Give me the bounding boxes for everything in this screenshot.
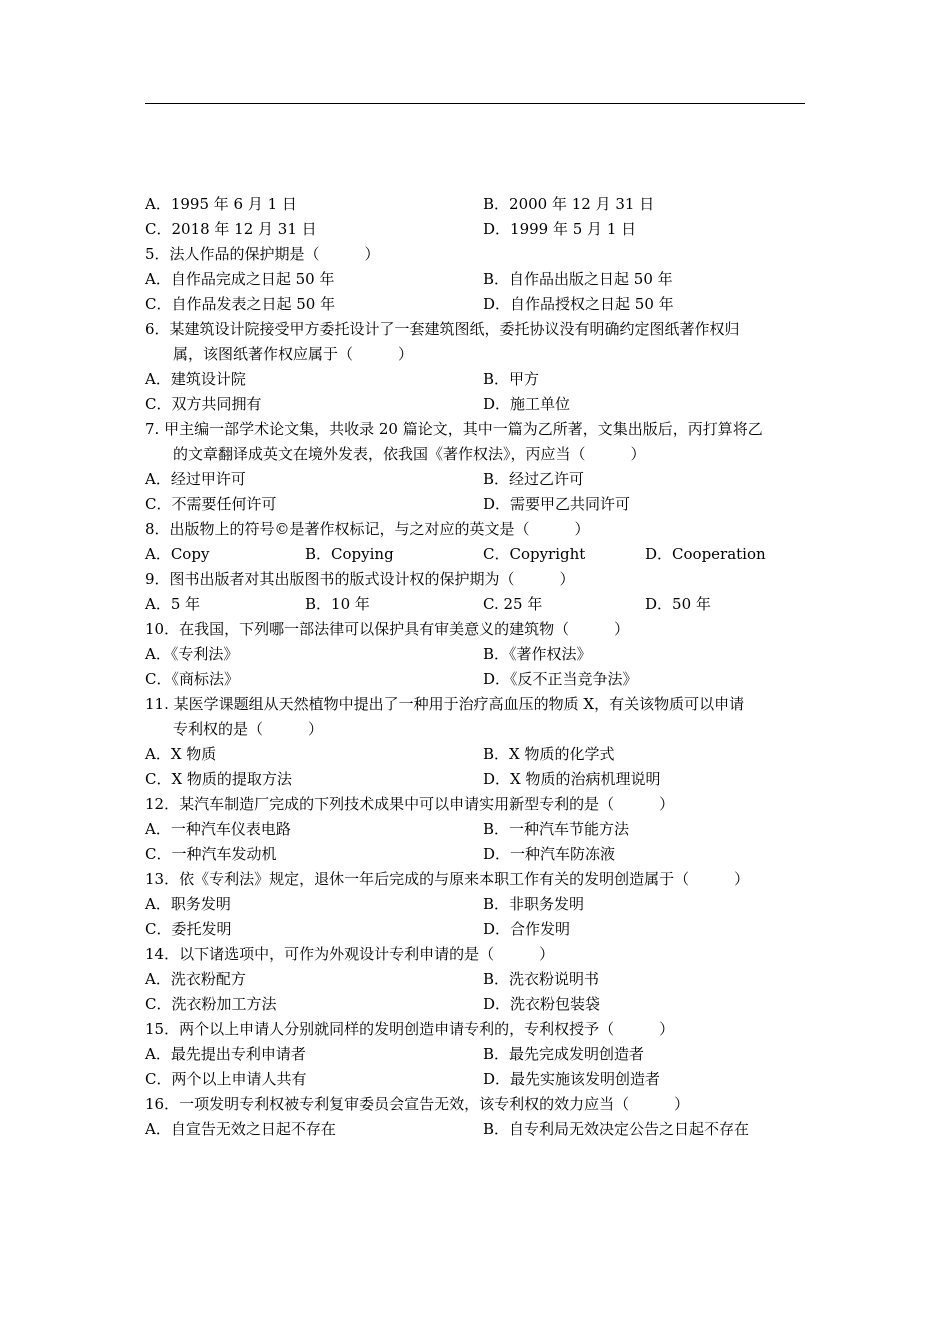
q9-option-c: C. 25 年: [483, 595, 543, 613]
q12-option-b: B．一种汽车节能方法: [483, 820, 630, 838]
q9-options: [145, 592, 825, 617]
q9-stem: 9．图书出版者对其出版图书的版式设计权的保护期为（ ）: [145, 570, 575, 588]
q10-options-cd: [145, 667, 825, 692]
q7-option-b: B．经过乙许可: [483, 470, 585, 488]
q7-options-cd: [145, 492, 825, 517]
q5-stem: 5．法人作品的保护期是（ ）: [145, 245, 380, 263]
q8-stem: 8．出版物上的符号©是著作权标记，与之对应的英文是（ ）: [145, 520, 590, 538]
q15-options-ab: [145, 1042, 825, 1067]
q15-option-b: B．最先完成发明创造者: [483, 1045, 645, 1063]
q5-options-cd: [145, 292, 825, 317]
q5-options-ab: [145, 267, 825, 292]
q13-option-c: C．委托发明: [145, 920, 232, 938]
q14-option-d: D．洗衣粉包装袋: [483, 995, 601, 1013]
q15-stem: 15．两个以上申请人分别就同样的发明创造申请专利的，专利权授予（ ）: [145, 1020, 675, 1038]
q14-options-ab: [145, 967, 825, 992]
q7-option-c: C．不需要任何许可: [145, 495, 277, 513]
q10-option-b: B．《著作权法》: [483, 645, 592, 663]
q12-options-ab: [145, 817, 825, 842]
q13-option-d: D．合作发明: [483, 920, 571, 938]
header-rule: [145, 103, 805, 104]
q4-option-b: B．2000 年 12 月 31 日: [483, 195, 655, 213]
q8-option-b: B．Copying: [305, 545, 394, 563]
q4-option-a: A．1995 年 6 月 1 日: [145, 195, 297, 213]
q8-option-d: D．Cooperation: [645, 545, 766, 563]
q7-stem: 7. 甲主编一部学术论文集，共收录 20 篇论文，其中一篇为乙所著，文集出版后，丙打算将乙: [145, 420, 763, 438]
q11-option-d: D．X 物质的治病机理说明: [483, 770, 661, 788]
q8-option-c: C．Copyright: [483, 545, 586, 563]
q10-option-d: D．《反不正当竞争法》: [483, 670, 638, 688]
q11-stem: 11. 某医学课题组从天然植物中提出了一种用于治疗高血压的物质 X，有关该物质可以申请: [145, 695, 745, 713]
q14-option-b: B．洗衣粉说明书: [483, 970, 600, 988]
q6-option-a: A．建筑设计院: [145, 370, 246, 388]
q15-option-c: C．两个以上申请人共有: [145, 1070, 307, 1088]
q13-option-b: B．非职务发明: [483, 895, 585, 913]
q6-options-ab: [145, 367, 825, 392]
q4-option-c: C．2018 年 12 月 31 日: [145, 220, 317, 238]
q7-options-ab: [145, 467, 825, 492]
q11-options-cd: [145, 767, 825, 792]
q11-option-c: C．X 物质的提取方法: [145, 770, 292, 788]
q4-options-ab: [145, 192, 825, 217]
q12-option-a: A．一种汽车仪表电路: [145, 820, 291, 838]
q13-options-ab: [145, 892, 825, 917]
q11-option-b: B．X 物质的化学式: [483, 745, 615, 763]
q16-options-ab: [145, 1117, 825, 1142]
q6-option-b: B．甲方: [483, 370, 540, 388]
q11-option-a: A．X 物质: [145, 745, 217, 763]
q10-option-c: C．《商标法》: [145, 670, 239, 688]
q15-option-d: D．最先实施该发明创造者: [483, 1070, 661, 1088]
q9-option-b: B．10 年: [305, 595, 370, 613]
q7-stem-cont: 的文章翻译成英文在境外发表，依我国《著作权法》，丙应当（ ）: [173, 445, 646, 463]
q7-option-a: A．经过甲许可: [145, 470, 246, 488]
q11-options-ab: [145, 742, 825, 767]
q12-options-cd: [145, 842, 825, 867]
q6-stem-cont: 属，该图纸著作权应属于（ ）: [173, 345, 414, 363]
q6-stem: 6．某建筑设计院接受甲方委托设计了一套建筑图纸，委托协议没有明确约定图纸著作权归: [145, 320, 740, 338]
q14-option-c: C．洗衣粉加工方法: [145, 995, 277, 1013]
q14-option-a: A．洗衣粉配方: [145, 970, 246, 988]
q7-option-d: D．需要甲乙共同许可: [483, 495, 631, 513]
q11-stem-cont: 专利权的是（ ）: [173, 720, 324, 738]
q12-option-c: C．一种汽车发动机: [145, 845, 277, 863]
q6-option-c: C．双方共同拥有: [145, 395, 262, 413]
q8-options: [145, 542, 825, 567]
q13-options-cd: [145, 917, 825, 942]
q10-options-ab: [145, 642, 825, 667]
q4-options-cd: [145, 217, 825, 242]
q10-option-a: A．《专利法》: [145, 645, 239, 663]
q16-stem: 16．一项发明专利权被专利复审委员会宣告无效，该专利权的效力应当（ ）: [145, 1095, 690, 1113]
q5-option-a: A．自作品完成之日起 50 年: [145, 270, 335, 288]
exam-content: [145, 192, 825, 1142]
q16-option-a: A．自宣告无效之日起不存在: [145, 1120, 336, 1138]
q5-option-b: B．自作品出版之日起 50 年: [483, 270, 673, 288]
q13-stem: 13．依《专利法》规定，退休一年后完成的与原来本职工作有关的发明创造属于（ ）: [145, 870, 750, 888]
q5-option-c: C．自作品发表之日起 50 年: [145, 295, 336, 313]
q13-option-a: A．职务发明: [145, 895, 231, 913]
q5-option-d: D．自作品授权之日起 50 年: [483, 295, 674, 313]
q14-options-cd: [145, 992, 825, 1017]
q16-option-b: B．自专利局无效决定公告之日起不存在: [483, 1120, 750, 1138]
q15-options-cd: [145, 1067, 825, 1092]
q6-option-d: D．施工单位: [483, 395, 571, 413]
q12-option-d: D．一种汽车防冻液: [483, 845, 616, 863]
q14-stem: 14．以下诸选项中，可作为外观设计专利申请的是（ ）: [145, 945, 555, 963]
q6-options-cd: [145, 392, 825, 417]
q10-stem: 10．在我国，下列哪一部法律可以保护具有审美意义的建筑物（ ）: [145, 620, 630, 638]
q9-option-a: A．5 年: [145, 595, 201, 613]
q12-stem: 12．某汽车制造厂完成的下列技术成果中可以申请实用新型专利的是（ ）: [145, 795, 675, 813]
q8-option-a: A．Copy: [145, 545, 210, 563]
q15-option-a: A．最先提出专利申请者: [145, 1045, 306, 1063]
q4-option-d: D．1999 年 5 月 1 日: [483, 220, 637, 238]
q9-option-d: D．50 年: [645, 595, 711, 613]
